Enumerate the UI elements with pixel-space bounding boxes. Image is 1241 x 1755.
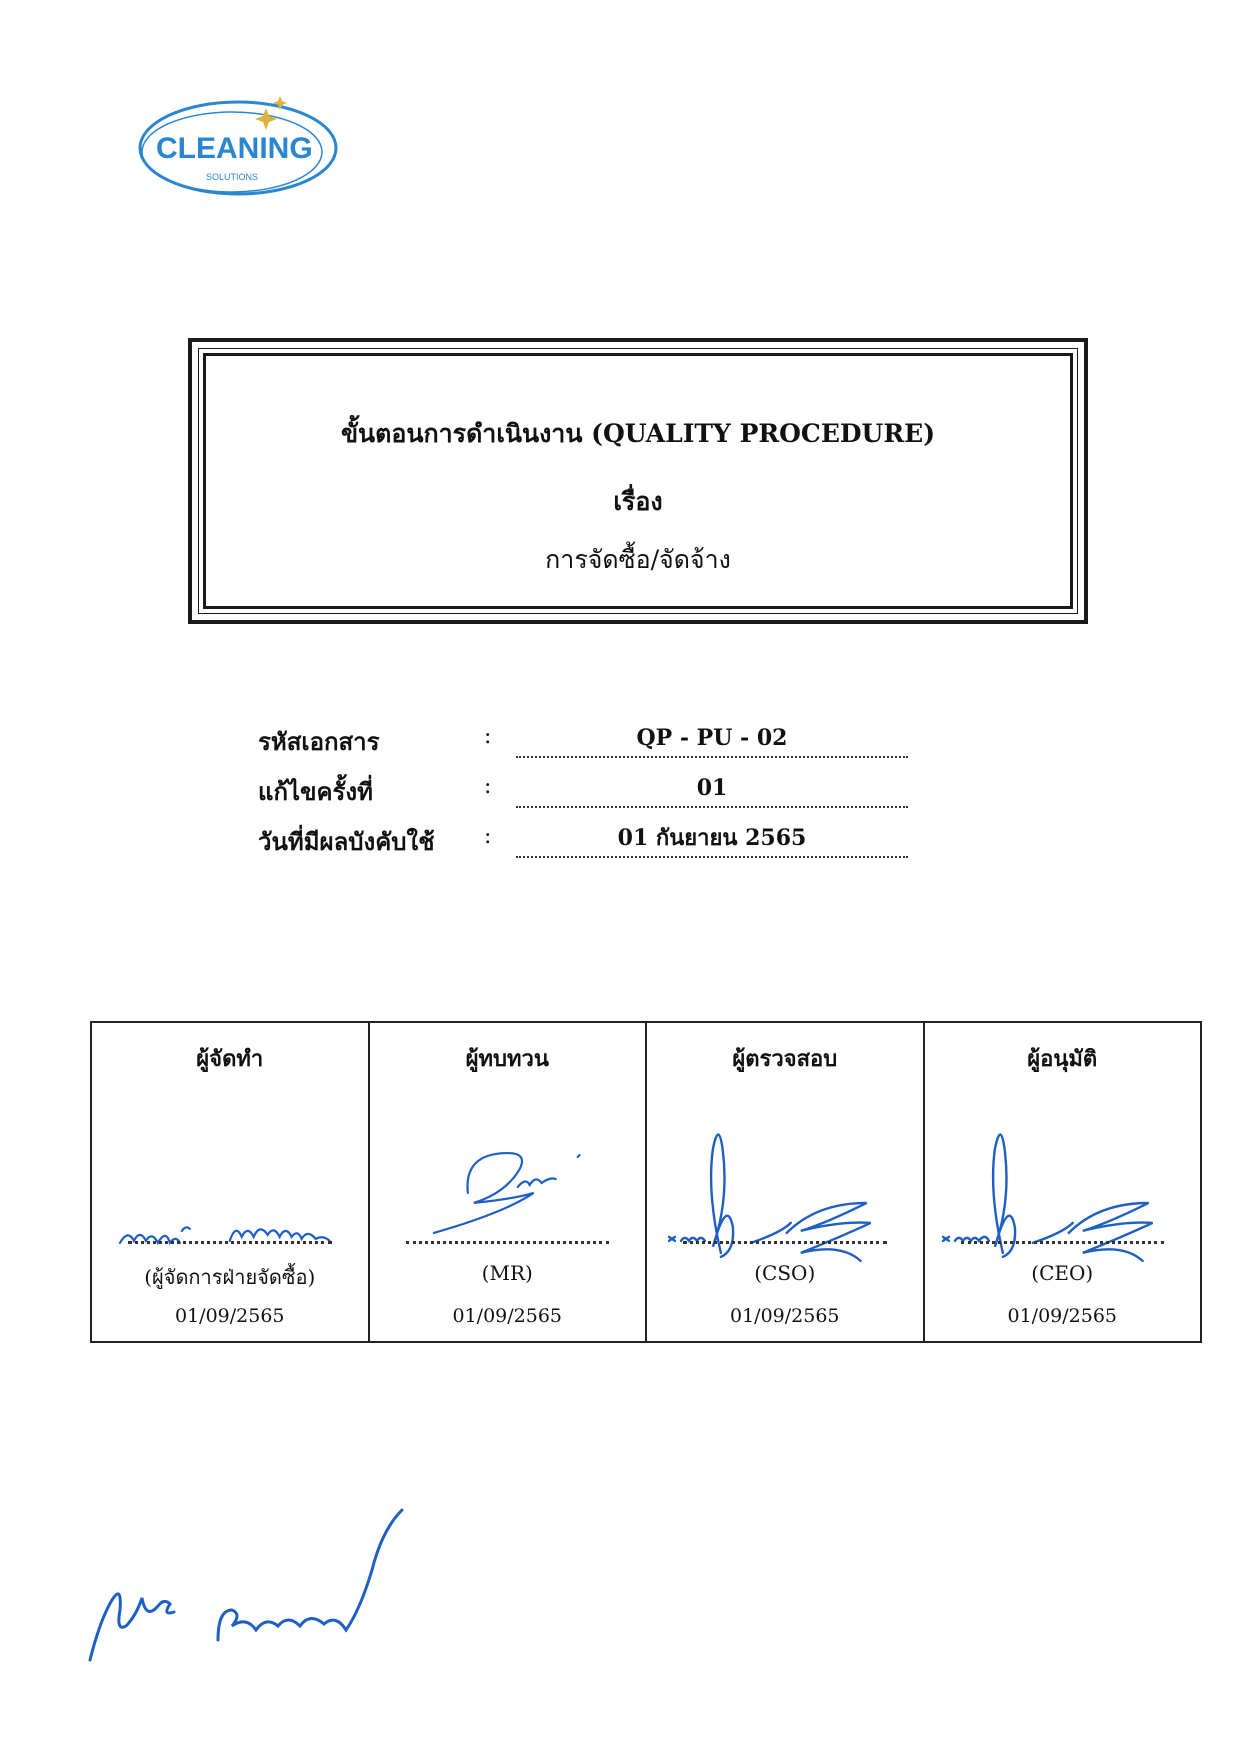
cleaning-solutions-logo-icon <box>128 86 346 204</box>
handwritten-signature <box>100 1083 360 1263</box>
meta-colon: : <box>484 724 492 749</box>
signature-cell-approver <box>925 1023 1201 1341</box>
signature-role: (ผู้จัดการฝ่ายจัดซื้อ) <box>144 1265 316 1289</box>
signature-cell-reviewer <box>370 1023 648 1341</box>
meta-row-doc-code <box>258 718 908 768</box>
meta-label: รหัสเอกสาร <box>258 727 380 756</box>
signature-cell-inspector <box>647 1023 925 1341</box>
procedure-title: ขั้นตอนการดำเนินงาน (QUALITY PROCEDURE) <box>340 419 936 448</box>
signature-line <box>406 1241 610 1244</box>
subject-text: การจัดซื้อ/จัดจ้าง <box>545 545 731 574</box>
handwritten-signature <box>933 1083 1193 1263</box>
signature-line <box>683 1241 887 1244</box>
handwritten-signature <box>378 1083 638 1263</box>
signature-line <box>128 1241 332 1244</box>
subject-label: เรื่อง <box>613 487 663 516</box>
signature-heading: ผู้อนุมัติ <box>1027 1046 1098 1072</box>
signature-date: 01/09/2565 <box>452 1305 562 1327</box>
meta-label: วันที่มีผลบังคับใช้ <box>258 827 435 856</box>
meta-row-effective-date <box>258 818 908 868</box>
signature-table <box>90 1021 1202 1343</box>
sparkle-icon <box>255 108 277 130</box>
meta-value: QP - PU - 02 <box>516 720 908 758</box>
title-box <box>188 338 1088 624</box>
signature-role: (MR) <box>481 1261 533 1285</box>
footer-initial-signature <box>78 1440 448 1670</box>
meta-value: 01 <box>516 770 908 808</box>
meta-value: 01 กันยายน 2565 <box>516 820 908 858</box>
handwritten-signature <box>78 1440 448 1670</box>
handwritten-signature <box>655 1083 915 1263</box>
signature-line <box>961 1241 1165 1244</box>
signature-role: (CSO) <box>754 1261 816 1285</box>
document-meta <box>258 718 908 868</box>
logo-tagline-text: SOLUTIONS <box>206 172 259 182</box>
meta-row-revision <box>258 768 908 818</box>
signature-date: 01/09/2565 <box>174 1305 285 1327</box>
meta-label: แก้ไขครั้งที่ <box>258 777 373 806</box>
signature-heading: ผู้ทบทวน <box>465 1046 549 1072</box>
logo-brand-text: CLEANING <box>156 132 313 165</box>
company-logo <box>128 86 346 204</box>
meta-colon: : <box>484 824 492 849</box>
signature-heading: ผู้ตรวจสอบ <box>732 1046 838 1072</box>
signature-date: 01/09/2565 <box>1007 1305 1117 1327</box>
signature-heading: ผู้จัดทำ <box>196 1046 264 1072</box>
signature-cell-preparer <box>92 1023 370 1341</box>
signature-date: 01/09/2565 <box>729 1305 840 1327</box>
meta-colon: : <box>484 774 492 799</box>
signature-role: (CEO) <box>1031 1261 1094 1285</box>
